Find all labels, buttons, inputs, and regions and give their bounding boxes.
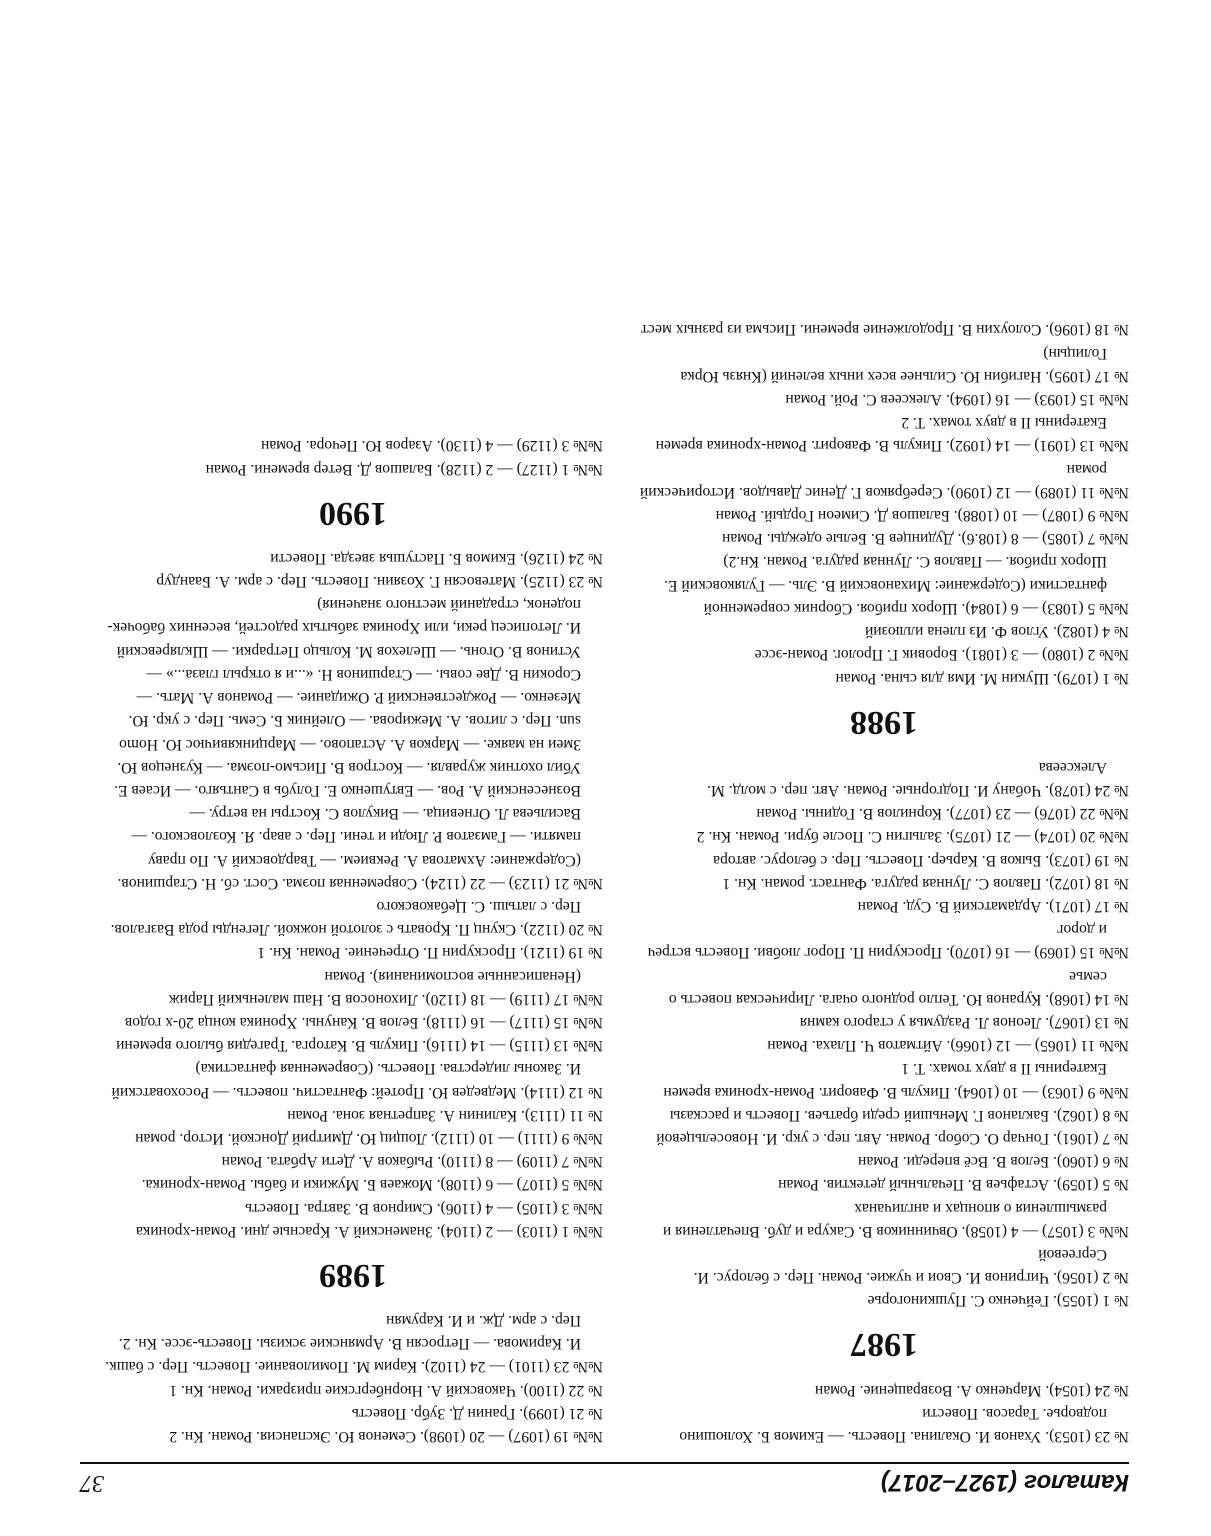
catalog-entry: №№ 15 (1093) — 16 (1094). Алексеев С. Рой. Роман	[785, 391, 1129, 409]
catalog-entry: № 2 (1056). Чигринов И. Свои и чужие. Роман. Пер. с белорус. И. Сергеевой	[693, 1245, 1129, 1287]
catalog-entry: № 7 (1061). Гончар О. Собор. Роман. Авт. пер. с укр. И. Новосельцевой	[656, 1129, 1129, 1147]
catalog-entry: № 8 (1062). Бакланов Г. Меньший среди братьев. Повесть и рассказы	[669, 1106, 1129, 1124]
catalog-entry: № 23 (1053). Уханов И. Окалина. Повесть. — Екимов Б. Холюшино подворье. Тарасов. Повести	[679, 1404, 1129, 1445]
catalog-entry: №№ 23 (1101) — 24 (1102). Карим М. Помилование. Повесть. Пер. с башк. И. Каримова. — Петросян В. Армянские эскизы. Повесть-эссе. Кн. 2. Пер. с арм. Дж. и И. Карумян	[105, 1311, 603, 1376]
catalog-entry: №№ 19 (1097) — 20 (1098). Семенов Ю. Экспансия. Роман. Кн. 2	[169, 1428, 603, 1445]
catalog-entry: №№ 21 (1123) — 22 (1124). Современная поэма. Сост. сб. Н. Старшинов. (Содержание: Ахматова А. Реквием. — Твардовский А. По праву памяти. — Гамзатов Р. Люди и тени. Пер. с авар. Я. Козловского. — Васильева Л. Огневица. — Викулов С. Костры на ветру. — Вознесенский А. Ров. — Евтушенко Е. Голубь в Сантьяго. — Исаев Е. Убил охотник журавля. — Костров В. Письмо-поэма. — Кузнецов Ю. Змеи на маяке. — Марков А. Астапово. — Марцинкявичюс Ю. Homo sun. Пер. с литов. А. Межирова. — Олейник Б. Семь. Пер. с укр. Ю. Мезенко. — Рождественский Р. Ожидание. — Романов А. Мать. — Сорокин В. Две совы. — Старшинов Н. «...и я открыл глаза...» — Устинов В. Огонь. — Шелехов М. Кольцо Петрарки. — Шкляревский И. Летописец реки, или Хроника забытых радостей, весенних бабочек-поденок, страданий местного значения)	[107, 596, 603, 892]
year-heading: 1990	[319, 494, 387, 532]
catalog-entry: № 4 (1082). Углов Ф. Из плена иллюзий	[864, 623, 1129, 641]
catalog-entry: №№ 22 (1076) — 23 (1077). Корнилов В. Годины. Роман	[756, 805, 1129, 823]
catalog-entry: № 19 (1073). Быков В. Карьер. Повесть. Пер. с белорус. автора	[713, 851, 1129, 869]
catalog-entry: №№ 3 (1057) — 4 (1058). Овчинников В. Сакура и дуб. Впечатления и размышления о японцах и англичанах	[662, 1199, 1129, 1240]
catalog-entry: №№ 17 (1119) — 18 (1120). Лихоносов В. Наш маленький Париж (Ненаписанные воспоминания). Роман	[168, 967, 603, 1008]
catalog-entry: №№ 3 (1129) — 4 (1130). Азаров Ю. Печора. Роман	[260, 437, 603, 455]
catalog-entry: №№ 9 (1063) — 10 (1064). Пикуль В. Фаворит. Роман-хроника времен Екатерины II в двух томах. Т. 1	[663, 1060, 1129, 1101]
catalog-entry: №№ 11 (1089) — 12 (1090). Серебряков Г. Денис Давыдов. Исторический роман	[639, 460, 1129, 501]
catalog-entry: № 18 (1072). Павлов С. Лунная радуга. Фантаст. роман. Кн. 1	[722, 874, 1129, 892]
catalog-entry: №№ 1 (1103) — 2 (1104). Знаменский А. Красные дни. Роман-хроника	[135, 1222, 603, 1240]
catalog-entry: № 22 (1100). Чаковский А. Нюрнбергские призраки. Роман. Кн. 1	[169, 1381, 603, 1399]
year-heading: 1989	[319, 1256, 387, 1294]
catalog-entry: № 23 (1125). Матевосян Г. Хозяин. Повесть. Пер. с арм. А. Баандур	[156, 573, 603, 591]
catalog-entry: № 13 (1067). Леонов Л. Раздумья у старого камня	[799, 1013, 1129, 1031]
running-title: Каталог (1927–2017)	[881, 1469, 1129, 1496]
page-header	[80, 1462, 1129, 1498]
catalog-entry: №№ 5 (1107) — 6 (1108). Можаев Б. Мужики и бабы. Роман-хроника.	[141, 1176, 603, 1194]
catalog-entry: № 17 (1095). Нагибин Ю. Сильнее всех иных велений (Князь Юрка Голицын)	[680, 344, 1129, 385]
catalog-entry: №№ 5 (1083) — 6 (1084). Шорох прибоя. Сборник современной фантастики (Содержание: Михановский В. Эль. — Гуляковский Е. Шорох прибоя. — Павлов С. Лунная радуга. Роман. Кн.2)	[664, 553, 1129, 617]
catalog-entry: № 24 (1078). Чобану И. Подгорные. Роман. Авт. пер. с молд. М. Алексеева	[707, 758, 1129, 799]
catalog-entry: №№ 9 (1087) — 10 (1088). Балашов Д. Симеон Гордый. Роман	[715, 507, 1129, 525]
catalog-entry: №№ 13 (1115) — 14 (1116). Пикуль В. Каторга. Трагедия былого времени	[116, 1037, 603, 1055]
catalog-entry: № 1 (1055). Гейченко С. Пушкиногорье	[867, 1292, 1129, 1310]
catalog-entry: № 24 (1126). Екимов Б. Пастушья звезда. Повести	[270, 549, 603, 567]
catalog-entry: №№ 15 (1117) — 16 (1118). Белов В. Кануны. Хроника конца 20-х годов	[124, 1013, 603, 1031]
catalog-entry: № 14 (1068). Куранов Ю. Тепло родного очага. Лирическая повесть о семье	[668, 967, 1129, 1008]
catalog-entry: № 11 (1113). Калинин А. Запретная зона. Роман	[287, 1106, 603, 1124]
catalog-entry: №№ 13 (1091) — 14 (1092). Пикуль В. Фаворит. Роман-хроника времен Екатерины II в двух томах. Т. 2	[655, 414, 1129, 455]
catalog-entry: №№ 3 (1105) — 4 (1106). Смирнов В. Завтра. Повесть	[245, 1199, 603, 1217]
catalog-entry: №№ 2 (1080) — 3 (1081). Боровик Г. Пролог. Роман-эссе	[754, 646, 1129, 664]
catalog-entry: №№ 9 (1111) — 10 (1112). Лощиц Ю. Дмитрий Донской. Истор. роман	[135, 1129, 603, 1147]
catalog-entry: №№ 15 (1069) — 16 (1070). Проскурин П. Порог любви. Повесть встреч и дорог	[647, 921, 1129, 962]
catalog-entry: №№ 20 (1074) — 21 (1075). Залыгин С. После бури. Роман. Кн. 2	[696, 828, 1129, 846]
left-column	[639, 318, 1129, 1448]
catalog-entry: № 12 (1114). Медведев Ю. Протей: Фантастич. повесть. — Росоховатский И. Законы лидерства. Повесть. (Современная фантастика)	[111, 1060, 603, 1101]
catalog-entry: №№ 7 (1085) — 8 (108.6). Дудинцев В. Белые одежды. Роман	[721, 530, 1129, 548]
catalog-entry: №№ 11 (1065) — 12 (1066). Айтматов Ч. Плаха. Роман	[767, 1037, 1129, 1055]
catalog-entry: № 17 (1071). Ардаматский В. Суд. Роман	[857, 897, 1129, 915]
year-heading: 1988	[850, 703, 918, 741]
catalog-entry: № 5 (1059). Астафьев В. Печальный детектив. Роман	[778, 1176, 1129, 1194]
catalog-entry: № 24 (1054). Марченко А. Возвращение. Роман	[814, 1381, 1129, 1399]
catalog-entry: №№ 1 (1127) — 2 (1128). Балашов Д. Ветер времени. Роман	[205, 460, 603, 478]
catalog-entry: № 6 (1060). Белов В. Всё впереди. Роман	[858, 1153, 1129, 1171]
page-number: 37	[80, 1470, 104, 1496]
catalog-entry: № 20 (1122). Скунц П. Кровать с золотой ножкой. Легенды рода Вазгалов. Пер. с латыш. С. Цебаковского	[110, 897, 603, 939]
year-heading: 1987	[850, 1326, 918, 1364]
catalog-entry: № 18 (1096). Солоухин В. Продолжение времени. Письма из разных мест	[641, 321, 1129, 339]
catalog-entry: № 1 (1079). Шукин М. Имя для сына. Роман	[835, 669, 1129, 687]
catalog-entry: № 21 (1099). Гранин Д. Зубр. Повесть	[351, 1404, 603, 1422]
right-column	[103, 434, 603, 1448]
catalog-entry: №№ 7 (1109) — 8 (1110). Рыбаков А. Дети Арбата. Роман	[221, 1153, 603, 1171]
catalog-entry: № 19 (1121). Проскурин П. Отречение. Роман. Кн. 1	[257, 944, 603, 962]
